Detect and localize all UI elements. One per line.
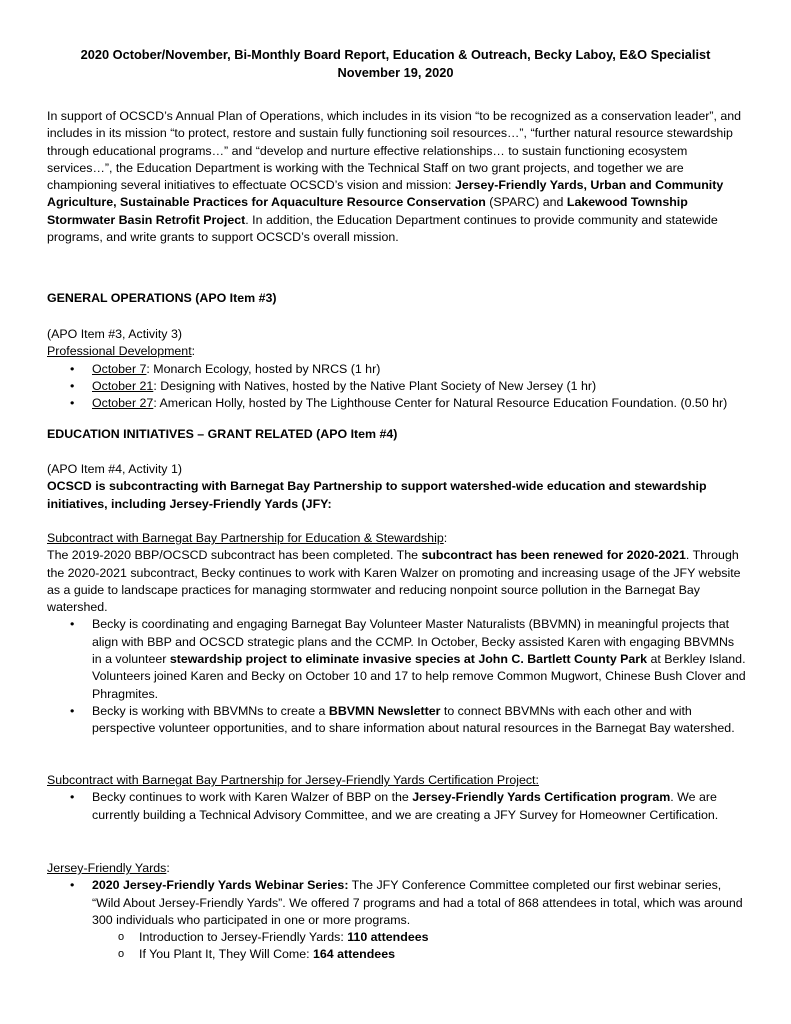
webinar-attendance-list [47, 929, 747, 964]
list-item: o Introduction to Jersey-Friendly Yards: 110 attendees [47, 929, 747, 946]
intro-paragraph [47, 108, 747, 246]
bbp-education-paragraph: The 2019-2020 BBP/OCSCD subcontract has been completed. The subcontract has been renewed for 2020-2021. Through the 2020-2021 subcontract, Becky continues to work with Karen Walzer on promoting and increasing usage of the JFY website as a guide to landscape practices for managing stormwater and reducing nonpoint source pollution in the Barnegat Bay watershed. [47, 548, 741, 615]
intro-initiatives: Jersey-Friendly Yards, Urban and Community Agriculture, Sustainable Practices for Aquaculture Resource Conservation [47, 178, 724, 210]
list-item: • October 7: Monarch Ecology, hosted by NRCS (1 hr) [47, 361, 747, 378]
bbp-education-subhead: Subcontract with Barnegat Bay Partnership for Education & Stewardship: [47, 531, 448, 545]
professional-development-subhead: Professional Development: [47, 344, 196, 359]
bbp-certification-list [47, 789, 747, 824]
general-operations-heading: GENERAL OPERATIONS (APO Item #3) [47, 291, 277, 305]
list-item: • 2020 Jersey-Friendly Yards Webinar Series: The JFY Conference Committee completed our first webinar series, “Wild About Jersey-Friendly Yards”. We offered 7 programs and had a total of 868 attendees in total, which was around 300 individuals who participated in one or more programs. [47, 877, 747, 929]
professional-development-list [47, 361, 747, 413]
list-item: • October 27: American Holly, hosted by The Lighthouse Center for Natural Resource Education Foundation. (0.50 hr) [47, 395, 747, 412]
report-title-line: 2020 October/November, Bi-Monthly Board Report, Education & Outreach, Becky Laboy, E&O Specialist [80, 47, 711, 62]
general-operations-section [47, 326, 747, 412]
intro-text: (SPARC) and [485, 195, 567, 210]
list-item: • Becky is coordinating and engaging Barnegat Bay Volunteer Master Naturalists (BBVMN) in meaningful projects that align with BBP and OCSCD strategic plans and the CCMP. In October, Becky assisted Karen with engaging BBVMNs in a volunteer stewardship project to eliminate invasive species at John C. Bartlett County Park at Berkley Island. Volunteers joined Karen and Becky on October 10 and 17 to help remove Common Mugwort, Chinese Bush Clover and Phragmites. [47, 616, 747, 702]
jfy-subhead: Jersey-Friendly Yards: [47, 861, 170, 875]
apo-activity-label: (APO Item #3, Activity 3) [47, 327, 182, 341]
education-initiatives-section [47, 461, 747, 513]
bbp-certification-subhead: Subcontract with Barnegat Bay Partnership for Jersey-Friendly Yards Certification Project: [47, 773, 539, 787]
jfy-list [47, 877, 747, 929]
bbp-education-list [47, 616, 747, 737]
education-initiatives-heading: EDUCATION INITIATIVES – GRANT RELATED (APO Item #4) [47, 427, 398, 441]
bbp-certification-section [47, 772, 747, 824]
intro-project: Lakewood Township Stormwater Basin Retrofit Project [47, 195, 688, 227]
jfy-section [47, 860, 747, 964]
intro-text: . In addition, the Education Department continues to provide community and statewide programs, and write grants to support OCSCD’s overall mission. [47, 212, 718, 245]
report-title [40, 46, 751, 82]
list-item: • Becky is working with BBVMNs to create a BBVMN Newsletter to connect BBVMNs with each other and with perspective volunteer opportunities, and to share information about natural resources in the Barnegat Bay watershed. [47, 703, 747, 738]
report-date: November 19, 2020 [337, 65, 454, 80]
list-item: • Becky continues to work with Karen Walzer of BBP on the Jersey-Friendly Yards Certification program. We are currently building a Technical Advisory Committee, and we are creating a JFY Survey for Homeowner Certification. [47, 789, 747, 824]
list-item: o If You Plant It, They Will Come: 164 attendees [47, 946, 747, 963]
intro-text: In support of OCSCD’s Annual Plan of Operations, which includes in its vision “to be recognized as a conservation leader”, and includes in its mission “to protect, restore and sustain fully functioning soil resources…”, “further natural resource stewardship through educational programs…” and “develop and nurture effective relationships… to sustain functioning ecosystem services…”, the Education Department is working with the Technical Staff on two grant projects, and together we are championing several initiatives to effectuate OCSCD’s vision and mission: [47, 109, 742, 193]
list-item: • October 21: Designing with Natives, hosted by the Native Plant Society of New Jersey (1 hr) [47, 378, 747, 395]
subcontract-statement: OCSCD is subcontracting with Barnegat Bay Partnership to support watershed-wide education and stewardship initiatives, including Jersey-Friendly Yards (JFY: [47, 479, 707, 511]
apo-activity-label: (APO Item #4, Activity 1) [47, 462, 182, 476]
bbp-education-section [47, 530, 747, 738]
